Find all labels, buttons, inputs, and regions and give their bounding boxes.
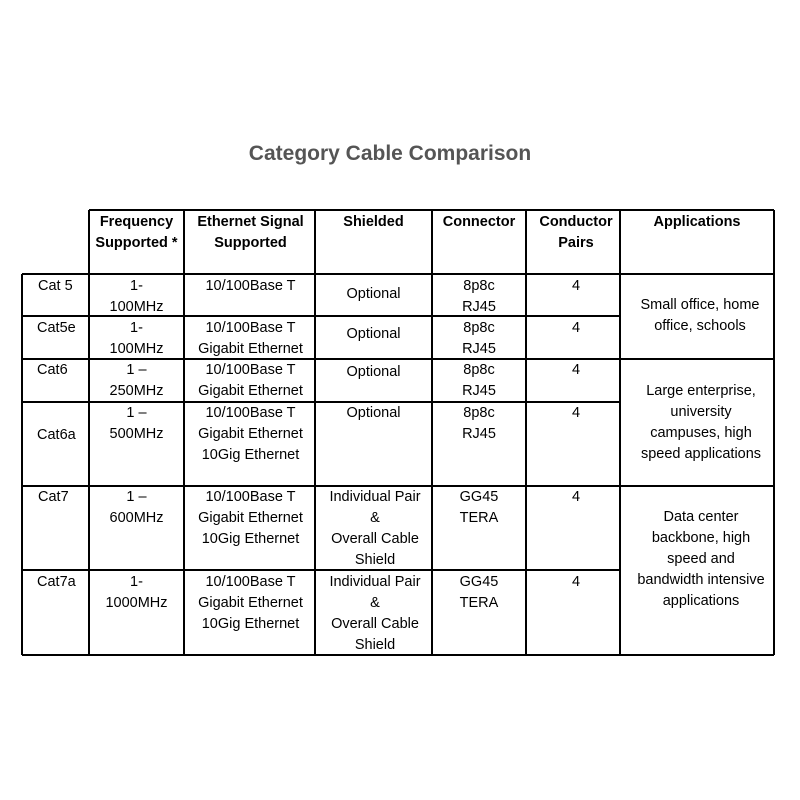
- cell-applications: Small office, home office, schools: [640, 297, 760, 334]
- cell-ethernet: 10/100Base T Gigabit Ethernet 10Gig Ethernet: [198, 489, 303, 547]
- cell-frequency: 1- 100MHz: [109, 320, 164, 357]
- page-title: Category Cable Comparison: [248, 142, 532, 165]
- cell-connector: GG45 TERA: [459, 489, 499, 526]
- cell-frequency: 1- 100MHz: [109, 278, 164, 315]
- row-label-cat7: Cat7: [38, 489, 69, 505]
- cell-shielded: Optional: [346, 286, 401, 302]
- cell-pairs: 4: [571, 362, 581, 378]
- cell-pairs: 4: [571, 574, 581, 590]
- cell-applications: Data center backbone, high speed and bandwidth intensive applications: [637, 509, 765, 609]
- row-label-cat5: Cat 5: [38, 278, 73, 294]
- header-applications: Applications: [653, 214, 741, 230]
- row-label-cat5e: Cat5e: [37, 320, 76, 336]
- cell-pairs: 4: [571, 489, 581, 505]
- cell-shielded: Optional: [346, 326, 401, 342]
- row-label-cat6a: Cat6a: [37, 427, 76, 443]
- cell-ethernet: 10/100Base T: [205, 278, 296, 294]
- header-ethernet: Ethernet Signal Supported: [197, 214, 304, 251]
- cell-ethernet: 10/100Base T Gigabit Ethernet: [198, 362, 303, 399]
- cell-ethernet: 10/100Base T Gigabit Ethernet: [198, 320, 303, 357]
- cell-frequency: 1- 1000MHz: [105, 574, 168, 611]
- header-pairs: Conductor Pairs: [539, 214, 613, 251]
- header-shielded: Shielded: [343, 214, 404, 230]
- cell-pairs: 4: [571, 405, 581, 421]
- cell-shielded: Individual Pair & Overall Cable Shield: [329, 489, 421, 568]
- cell-frequency: 1 – 500MHz: [109, 405, 164, 442]
- cell-ethernet: 10/100Base T Gigabit Ethernet 10Gig Ethernet: [198, 574, 303, 632]
- cell-frequency: 1 – 600MHz: [109, 489, 164, 526]
- row-label-cat6: Cat6: [37, 362, 68, 378]
- cell-shielded: Optional: [346, 364, 401, 380]
- cell-connector: 8p8c RJ45: [462, 320, 496, 357]
- cell-shielded: Optional: [346, 405, 401, 421]
- cell-shielded: Individual Pair & Overall Cable Shield: [329, 574, 421, 653]
- cell-connector: 8p8c RJ45: [462, 278, 496, 315]
- header-connector: Connector: [442, 214, 516, 230]
- cell-pairs: 4: [571, 320, 581, 336]
- cell-ethernet: 10/100Base T Gigabit Ethernet 10Gig Ethernet: [198, 405, 303, 463]
- row-label-cat7a: Cat7a: [37, 574, 76, 590]
- cell-connector: 8p8c RJ45: [462, 362, 496, 399]
- cell-connector: GG45 TERA: [459, 574, 499, 611]
- cell-pairs: 4: [571, 278, 581, 294]
- cell-applications: Large enterprise, university campuses, high speed applications: [640, 383, 762, 462]
- cell-frequency: 1 – 250MHz: [109, 362, 164, 399]
- header-frequency: Frequency Supported *: [95, 214, 178, 251]
- cell-connector: 8p8c RJ45: [462, 405, 496, 442]
